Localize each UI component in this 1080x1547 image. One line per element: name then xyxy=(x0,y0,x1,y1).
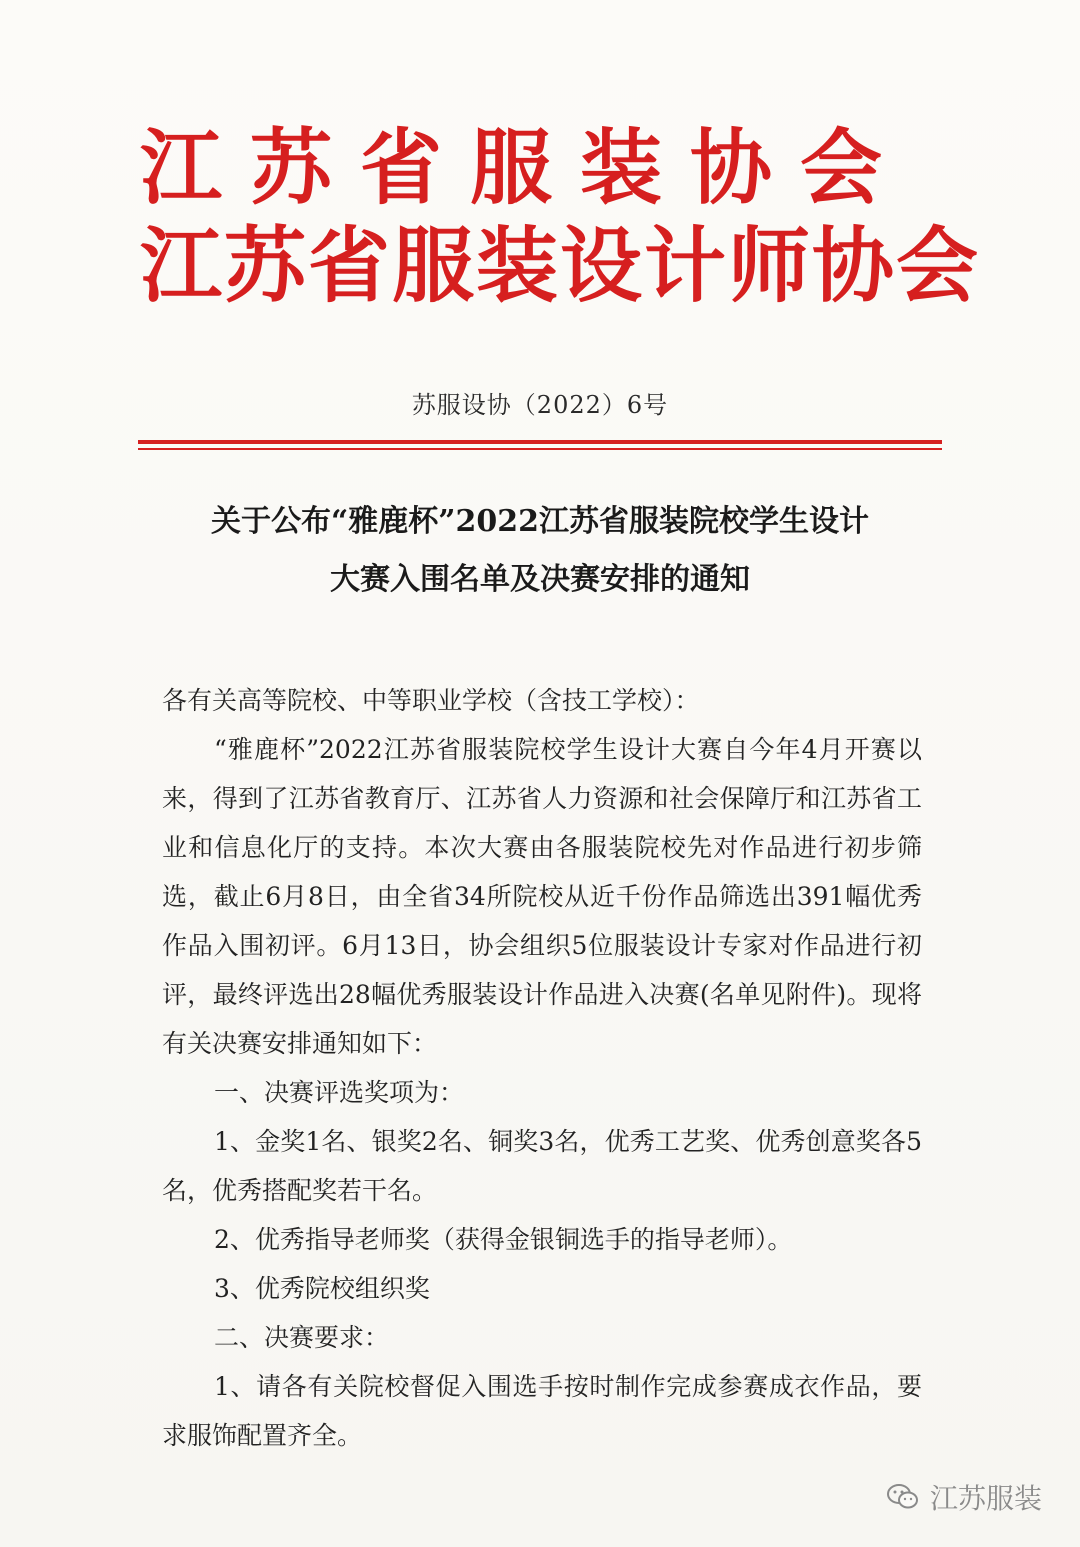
notice-body xyxy=(162,676,922,1460)
wechat-icon xyxy=(886,1482,920,1512)
watermark-label: 江苏服装 xyxy=(929,1482,1042,1515)
intro-paragraph: “雅鹿杯”2022江苏省服装院校学生设计大赛自今年4月开赛以来，得到了江苏省教育厅、江苏省人力资源和社会保障厅和江苏省工业和信息化厅的支持。本次大赛由各服装院校先对作品进行初步筛选，截止6月8日，由全省34所院校从近千份作品筛选出391幅优秀作品入围初评。6月13日，协会组织5位服装设计专家对作品进行初评，最终评选出28幅优秀服装设计作品进入决赛(名单见附件)。现将有关决赛安排通知如下： xyxy=(162,735,922,1058)
header-divider-thick xyxy=(138,440,942,444)
section-2-item-1: 1、请各有关院校督促入围选手按时制作完成参赛成衣作品，要求服饰配置齐全。 xyxy=(162,1372,922,1450)
notice-title-line-1: 关于公布“雅鹿杯”2022江苏省服装院校学生设计 xyxy=(210,504,869,539)
document-number: 苏服设协（2022）6号 xyxy=(411,391,669,419)
section-1-item-1: 1、金奖1名、银奖2名、铜奖3名，优秀工艺奖、优秀创意奖各5名，优秀搭配奖若干名。 xyxy=(162,1127,922,1205)
header-divider-thin xyxy=(138,448,942,450)
section-1-item-3: 3、优秀院校组织奖 xyxy=(214,1274,430,1303)
org-name-primary: 江苏省服装协会 xyxy=(140,120,911,216)
section-1-item-2: 2、优秀指导老师奖（获得金银铜选手的指导老师）。 xyxy=(214,1225,793,1254)
salutation: 各有关高等院校、中等职业学校（含技工学校）： xyxy=(162,686,700,715)
notice-title-line-2: 大赛入围名单及决赛安排的通知 xyxy=(330,562,750,597)
section-1-heading: 一、决赛评选奖项为： xyxy=(214,1078,465,1107)
watermark xyxy=(886,1477,1042,1517)
section-2-heading: 二、决赛要求： xyxy=(214,1323,390,1352)
org-name-secondary: 江苏省服装设计师协会 xyxy=(140,218,981,314)
